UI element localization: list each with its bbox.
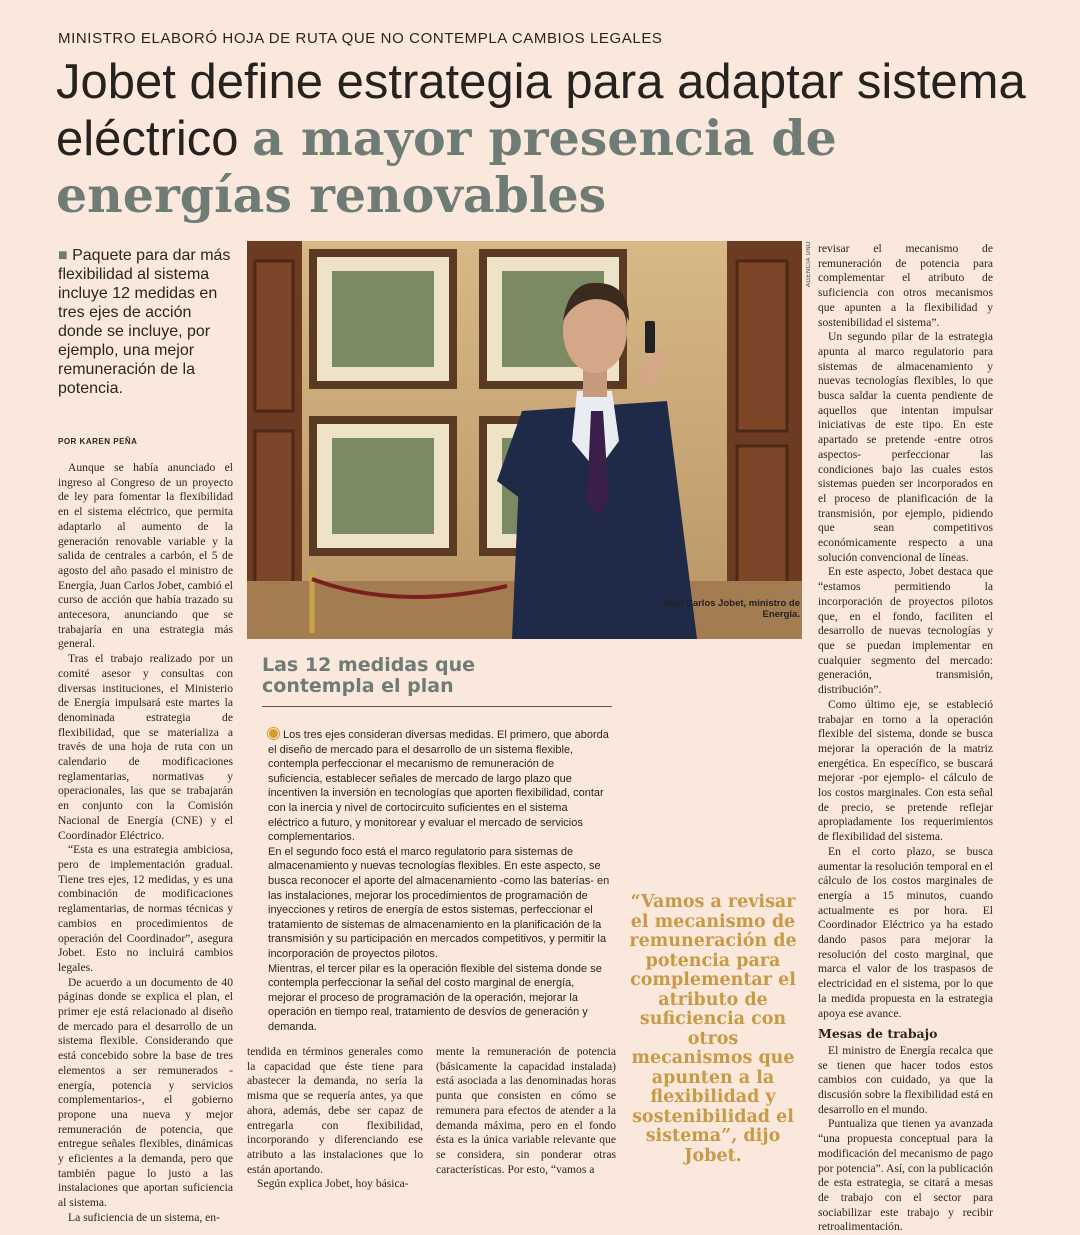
column-3 (436, 1045, 616, 1177)
summary-text: Paquete para dar más flexibilidad al sistema incluye 12 medidas en tres ejes de acción donde se incluye, por ejemplo, una mejor remuneración de la potencia. (58, 247, 231, 397)
headline-plain: Jobet define estrategia para adaptar sistema eléctrico (56, 55, 1026, 166)
summary-bullet (58, 246, 236, 398)
photo-caption: Juan Carlos Jobet, ministro de Energía. (661, 598, 800, 620)
paragraph: revisar el mecanismo de remuneración de potencia para complementar el atributo de suficiencia con otros mecanismos que apunten a la flexibilidad y sostenibilidad el sistema”. (818, 242, 993, 329)
headline-highlight: a mayor presencia de energías renovables (56, 109, 837, 224)
box-paragraph: Los tres ejes consideran diversas medidas. El primero, que aborda el diseño de mercado para el desarrollo de un sistema flexible, contempla perfeccionar el mecanismo de remuneración de suficiencia, establecer señales de mercado de largo plazo que incentiven la inversión en tecnologías que aporten flexibilidad, contar con la inercia y nivel de cortocircuito suficientes en el sistema eléctrico a futuro, y monitorear y evaluar el mercado de servicios complementarios. (268, 729, 609, 844)
paragraph: Un segundo pilar de la estrategia apunta al marco regulatorio para sistemas de almacenamiento y nuevas tecnologías flexibles, lo que busca saldar la cuenta pendiente de aquellos que intentan impulsar iniciativas de este tipo. En este apartado se pretende -entre otros aspectos- perfeccionar las condiciones bajo las cuales estos sistemas pueden ser incorporados en el proceso de planificación de la transmisión, por ejemplo, pidiendo que sean competitivos económicamente respecto a una solución convencional de líneas. (818, 330, 993, 564)
paragraph: Como último eje, se estableció trabajar en torno a la operación flexible del sistema, donde se busca mejorar la operación de la matriz energética. En específico, se buscará mejorar -por ejemplo- el cálculo de los costos marginales. Con esta señal de precio, se pretende reflejar apropiadamente los requerimientos de flexibilidad del sistema. (818, 697, 993, 844)
kicker: MINISTRO ELABORÓ HOJA DE RUTA QUE NO CONTEMPLA CAMBIOS LEGALES (58, 30, 663, 47)
pull-quote: “Vamos a revisar el mecanismo de remuneración de potencia para complementar el atributo de suficiencia con otros mecanismos que apunten a la flexibilidad y sostenibilidad el sistema”, dijo Jobet. (629, 892, 797, 1166)
byline: POR KAREN PEÑA (58, 437, 138, 446)
paragraph: La suficiencia de un sistema, en- (68, 1210, 220, 1224)
box-paragraph: Mientras, el tercer pilar es la operación flexible del sistema donde se contempla perfeccionar la señal del costo marginal de energía, mejorar el proceso de programación de la operación, mejorar la operación en tiempo real, tratamiento de desvíos de generación y demanda. (268, 962, 602, 1033)
paragraph: En este aspecto, Jobet destaca que “estamos permitiendo la incorporación de proyectos pilotos que, en el fondo, faciliten el desarrollo de nuevas tecnologías y que se puedan implementar en cualquier segmento del mercado: generación, transmisión, distribución”. (818, 565, 993, 697)
photo-credit: AGENCIA UNO (806, 241, 812, 288)
paragraph: En el corto plazo, se busca aumentar la resolución temporal en el cálculo de los costos marginales de energía a 15 minutos, cuando actualmente es por hora. El Coordinador Eléctrico ya ha estado dando pasos para mejorar la resolución del costo marginal, que marca el valor de los traspasos de electricidad en el sistema, por lo que la medida propuesta en la estrategia apoya ese avance. (818, 844, 993, 1020)
paragraph: Tras el trabajo realizado por un comité asesor y consultas con diversas instituciones, el Ministerio de Energía impulsará este martes la denominada estrategia de flexibilidad, que se materializa a través de una hoja de ruta con un calendario de modificaciones reglamentarias, normativas y operacionales, las que se trabajarán en conjunto con la Comisión Nacional de Energía (CNE) y el Coordinador Eléctrico. (58, 652, 233, 842)
box-paragraph: En el segundo foco está el marco regulatorio para sistemas de almacenamiento y nuevas tecnologías flexibles. En este aspecto, se busca reconocer el aporte del almacenamiento -como las baterías- en las instalaciones, mejorar los procedimientos de programación de inyecciones y retiros de energía de estos sistemas, perfeccionar el tratamiento de sistemas de almacenamiento en la planificación de la transmisión y su participación en mercados competitivos, y permitir la incorporación de proyectos pilotos. (268, 845, 610, 960)
box-divider (262, 706, 612, 707)
paragraph: tendida en términos generales como la capacidad que éste tiene para abastecer la demanda, no sería la misma que se requería antes, ya que ahora, además, debe ser capaz de entregarla con flexibilidad, incorporando y diferenciando ese atributo a las instalaciones que lo están aportando. (247, 1045, 423, 1176)
paragraph: mente la remuneración de potencia (básicamente la capacidad instalada) está asociada a las denominadas horas punta que consisten en cómo se remunera para efectos de atender a la demanda máxima, pero en el fondo ésta es la única variable relevante que se considera, sin ponderar otras características. Por esto, “vamos a (436, 1045, 616, 1176)
column-1 (58, 461, 233, 1226)
column-4 (818, 242, 993, 1235)
sun-icon (268, 728, 279, 739)
box-title: Las 12 medidas que contempla el plan (262, 654, 476, 697)
column-2 (247, 1045, 423, 1192)
headline (56, 54, 1056, 224)
bullet-square-icon: ■ (58, 247, 73, 264)
subhead: Mesas de trabajo (818, 1026, 938, 1042)
paragraph: Aunque se había anunciado el ingreso al Congreso de un proyecto de ley para fomentar la flexibilidad en el sistema eléctrico, que permita adaptarlo al aumento de la generación renovable variable y la salida de centrales a carbón, el 5 de agosto del año pasado el ministro de Energía, Juan Carlos Jobet, cambió el curso de acción que había trazado su antecesora, anunciando que se trabajaría en una estrategia más general. (58, 461, 233, 651)
paragraph: “Esta es una estrategia ambiciosa, pero de implementación gradual. Tiene tres ejes, 12 medidas, y es una combinación de modificaciones reglamentarias, de normas técnicas y cambios en procedimientos de operación del Coordinador”, asegura Jobet. Esto no incluirá cambios legales. (58, 843, 233, 974)
paragraph: Puntualiza que tienen ya avanzada “una propuesta conceptual para la modificación del mecanismo de pago por potencia”. Así, con la publicación de esta estrategia, se citará a mesas de trabajo con el sector para sociabilizar este trabajo y recibir retroalimentación. (818, 1117, 993, 1234)
paragraph: El ministro de Energía recalca que se tienen que hacer todos estos cambios con cuidado, ya que la discusión sobre la flexibilidad está en desarrollo en el mundo. (818, 1043, 993, 1116)
paragraph: De acuerdo a un documento de 40 páginas donde se explica el plan, el primer eje está relacionado al diseño de mercado para el desarrollo de un sistema flexible. Considerando que está concebido sobre la base de tres elementos a ser remunerados -energía, potencia y servicios complementarios-, el gobierno propone una nueva y mejor remuneración de potencia, que entregue señales flexibles, dinámicas y eficientes a la demanda, pero que también pague lo justo a las instalaciones que aportan suficiencia al sistema. (58, 975, 233, 1210)
paragraph: Según explica Jobet, hoy básica- (257, 1177, 409, 1191)
box-text (268, 728, 610, 1034)
photo-illustration (247, 241, 802, 639)
photo-jobet (247, 241, 802, 639)
